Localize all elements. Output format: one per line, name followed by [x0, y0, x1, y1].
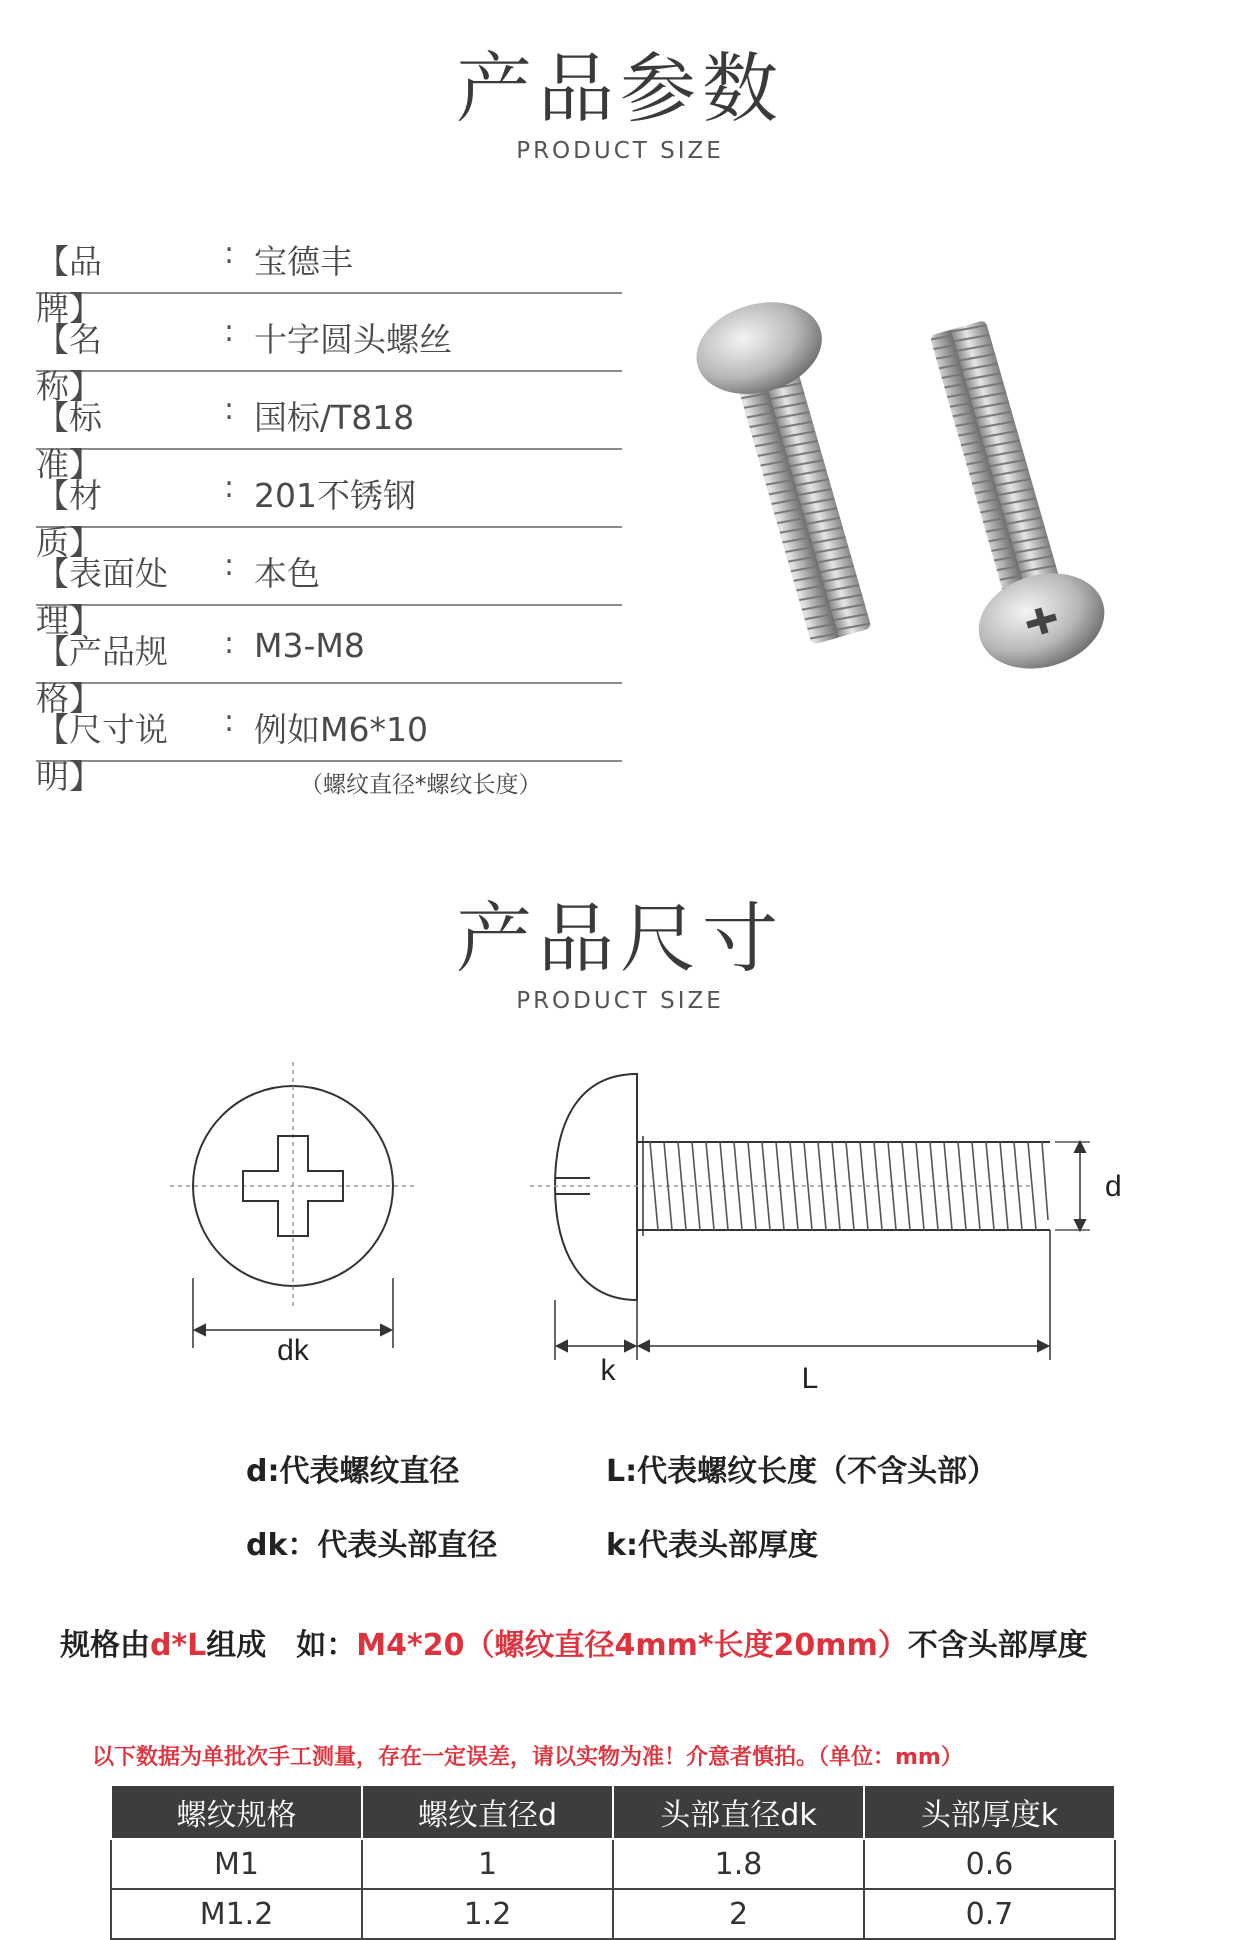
param-row-spec [36, 604, 622, 718]
k-label: k [600, 1354, 616, 1387]
size-title: 产品尺寸 [456, 894, 784, 983]
legend-d: d:代表螺纹直径 [246, 1454, 460, 1489]
param-row-standard [36, 370, 622, 484]
param-label: 【尺寸说明】 [36, 710, 168, 796]
table-row [111, 1889, 1115, 1939]
size-subtitle: PRODUCT SIZE [516, 988, 724, 1014]
spec-note-formula: d*L [150, 1628, 207, 1663]
param-value: M3-M8 [254, 626, 365, 665]
params-note: （螺纹直径*螺纹长度） [300, 772, 542, 798]
param-label: 【材 质】 [36, 476, 168, 562]
table-header: 螺纹规格 [111, 1785, 362, 1839]
param-row-name [36, 292, 622, 406]
params-title: 产品参数 [456, 44, 784, 133]
table-cell: 0.7 [864, 1889, 1115, 1939]
table-row [111, 1839, 1115, 1889]
measurement-warning: 以下数据为单批次手工测量，存在一定误差，请以实物为准！介意者慎拍。（单位：mm） [92, 1745, 963, 1770]
param-colon: : [224, 236, 235, 271]
table-cell: 0.6 [864, 1839, 1115, 1889]
param-value: 国标/T818 [254, 398, 415, 437]
param-row-surface [36, 526, 622, 640]
product-photo [680, 300, 1200, 740]
param-value: 201不锈钢 [254, 476, 416, 515]
param-colon: : [224, 626, 235, 661]
d-label: d [1105, 1170, 1122, 1203]
table-header: 头部厚度k [864, 1785, 1115, 1839]
param-value: 十字圆头螺丝 [254, 320, 452, 359]
screw-left-icon [686, 300, 904, 654]
spec-note-part: 组成 如： [206, 1628, 357, 1663]
table-cell: 1.2 [362, 1889, 613, 1939]
param-value: 例如M6*10 [254, 710, 428, 749]
param-colon: : [224, 548, 235, 583]
spec-note [60, 1620, 1088, 1664]
param-value: 宝德丰 [254, 242, 353, 281]
param-label: 【名 称】 [36, 320, 168, 406]
dimension-diagram [150, 1050, 1130, 1420]
param-label: 【品 牌】 [36, 242, 168, 328]
legend-dk: dk：代表头部直径 [246, 1528, 498, 1563]
size-table [110, 1784, 1116, 1940]
param-colon: : [224, 470, 235, 505]
param-label: 【产品规格】 [36, 632, 168, 718]
spec-note-part: 规格由 [60, 1628, 150, 1663]
L-label: L [801, 1362, 819, 1395]
head-top-view-icon [170, 1062, 416, 1348]
param-row-brand [36, 214, 622, 328]
table-header: 头部直径dk [613, 1785, 864, 1839]
table-header: 螺纹直径d [362, 1785, 613, 1839]
table-cell: 1 [362, 1839, 613, 1889]
param-label: 【表面处理】 [36, 554, 168, 640]
param-colon: : [224, 392, 235, 427]
params-subtitle: PRODUCT SIZE [516, 138, 724, 164]
screw-right-icon [896, 310, 1116, 683]
param-value: 本色 [254, 554, 320, 593]
dk-label: dk [277, 1334, 309, 1367]
legend-L: L:代表螺纹长度（不含头部） [606, 1454, 998, 1489]
table-cell: M1.2 [111, 1889, 362, 1939]
table-cell: M1 [111, 1839, 362, 1889]
table-cell: 1.8 [613, 1839, 864, 1889]
spec-note-part: 不含头部厚度 [907, 1628, 1088, 1663]
param-label: 【标 准】 [36, 398, 168, 484]
param-row-material [36, 448, 622, 562]
table-cell: 2 [613, 1889, 864, 1939]
legend-k: k:代表头部厚度 [606, 1528, 818, 1563]
param-colon: : [224, 314, 235, 349]
spec-note-example: M4*20（螺纹直径4mm*长度20mm） [356, 1628, 908, 1663]
table-header-row [111, 1785, 1115, 1839]
param-colon: : [224, 704, 235, 739]
screw-side-view-icon [530, 1074, 1090, 1360]
